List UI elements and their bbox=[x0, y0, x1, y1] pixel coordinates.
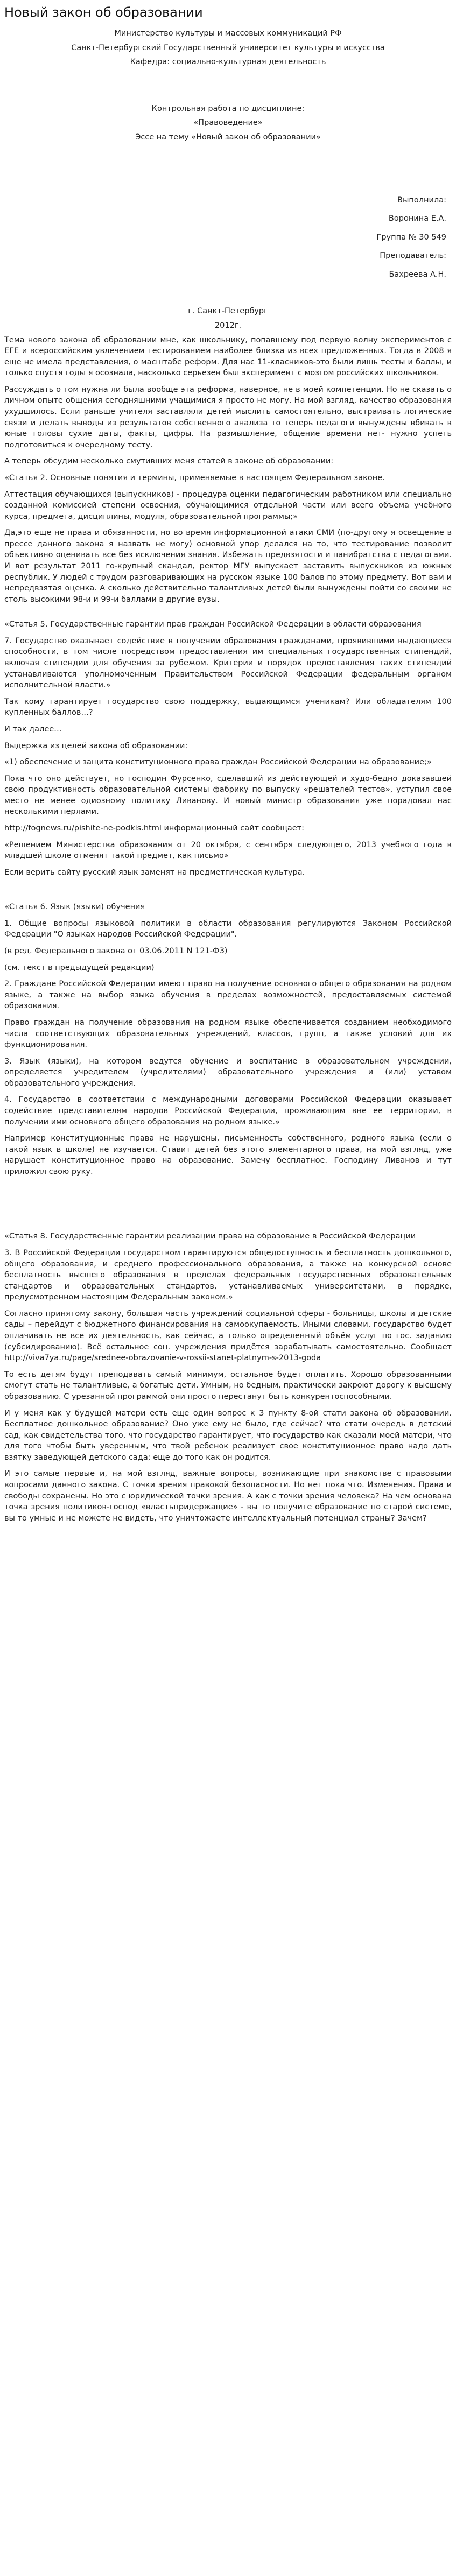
teacher-name: Бахреева А.Н. bbox=[389, 270, 446, 279]
year: 2012г. bbox=[214, 321, 242, 330]
performed-label: Выполнила: bbox=[397, 195, 446, 205]
paragraph: Рассуждать о том нужна ли была вообще эта реформа, наверное, не в моей компетенции. Но не сказать о личном опыте общения сегодняшними учащимися я просто не могу. На мой взгляд, качество образования ухудшилось. Если раньше учителя заставляли детей мыслить самостоятельно, выстраивать логические связи и делать выводы из результатов собственного анализа то теперь педагоги вынуждены вбивать в юные головы сухие даты, факты, цифры. На размышление, общение времени нет- нужно успеть подготовиться к очередному тесту. bbox=[4, 385, 452, 449]
paragraph: Так кому гарантирует государство свою поддержку, выдающимся ученикам? Или обладателям 100 купленных баллов…? bbox=[4, 697, 452, 717]
paragraph: Если верить сайту русский язык заменят на предметгическая культура. bbox=[4, 868, 305, 877]
quote-paragraph: 4. Государство в соответствии с международными договорами Российской Федерации оказывает содействие представителям народов Российской Федерации, проживающим вне ее территории, в получении ими основного общего образования на родном языке.» bbox=[4, 1095, 452, 1127]
paragraph: А теперь обсудим несколько смутивших меня статей в законе об образовании: bbox=[4, 457, 334, 466]
paragraph: То есть детям будут преподавать самый минимум, остальное будет оплатить. Хорошо образованными смогут стать не талантливые, а богатые дети. Умным, но бедным, практически закроют дорогу к высшему образованию. С урезанной программой они просто перестанут быть конкурентоспособными. bbox=[4, 1370, 452, 1401]
author-name: Воронина Е.А. bbox=[388, 214, 446, 223]
department-line: Кафедра: социально-культурная деятельность bbox=[130, 58, 326, 67]
title-page-header bbox=[4, 28, 452, 68]
essay-body bbox=[4, 335, 452, 1524]
ministry-line: Министерство культуры и массовых коммуникаций РФ bbox=[114, 29, 342, 38]
quote-paragraph: 3. Язык (языки), на котором ведутся обучение и воспитание в образовательном учреждении, определяется учредителем (учредителями) образовательного учреждения и (или) уставом образовательного учреждения. bbox=[4, 1057, 452, 1088]
paragraph: И так далее… bbox=[4, 724, 62, 734]
paragraph: Да,это еще не права и обязанности, но во время информационной атаки СМИ (по-другому я освещение в прессе данного закона я назвать не могу) основной упор делался на то, что тестирование позволит объективно оценивать все без исключения знания. Избежать предвзятости и панибратства с педагогами. И вот результат 2011 го-крупный скандал, ректор МГУ выпускает заставить выпускников из южных республик. У людей с трудом разговаривающих на русском языке 100 балов по этому предмету. Вот вам и непредвзятая оценка. А сколько действительно талантливых детей были вынуждены пойти со своими не столь высокими 98-и и 99-и баллами в другие вузы. bbox=[4, 529, 452, 604]
paragraph: Пока что оно действует, но господин Фурсенко, сделавший из действующей и худо-бедно доказавшей свою продуктивность образовательной системы фабрику по выпуску «решателей тестов», уступил свое место не менее одиозному политику Ливанову. И новый министр образования уже порадовал нас несколькими перлами. bbox=[4, 774, 452, 817]
quote-paragraph: «Статья 5. Государственные гарантии прав граждан Российской Федерации в области образования bbox=[4, 620, 422, 629]
paragraph: Например конституционные права не нарушены, письменность собственного, родного языка (если о такой язык в школе) не изучается. Ставит детей без этого элементарного права, на мой взгляд, уже нарушает конституционное право на образование. Замечу бесплатное. Господину Ливанов и тут приложил свою руку. bbox=[4, 1134, 452, 1176]
quote-paragraph: «1) обеспечение и защита конституционного права граждан Российской Федерации на образование;» bbox=[4, 758, 432, 767]
teacher-label: Преподаватель: bbox=[380, 251, 446, 261]
author-block bbox=[4, 195, 452, 280]
quote-paragraph: «Статья 8. Государственные гарантии реализации права на образование в Российской Федерации bbox=[4, 1232, 416, 1241]
city: г. Санкт-Петербург bbox=[188, 307, 268, 316]
work-type: Контрольная работа по дисциплине: bbox=[151, 104, 305, 113]
paragraph: Выдержка из целей закона об образовании: bbox=[4, 741, 188, 750]
paragraph: И у меня как у будущей матери есть еще один вопрос к 3 пункту 8-ой стати закона об образовании. Бесплатное дошкольное образование? Оно уже ему не было, где сейчас? что стати очередь в детский сад, как свидетельства того, что государство гарантирует, что государство как сказали моей матери, что для того чтобы быть уверенным, что твой ребенок реализует свое конституционное право надо дать взятку заведующей детского сада; еще до того как он родится. bbox=[4, 1409, 452, 1462]
work-info bbox=[4, 103, 452, 143]
quote-paragraph: «Решением Министерства образования от 20 октября, с сентября следующего, 2013 учебного года в младшей школе отменят такой предмет, как письмо» bbox=[4, 840, 452, 861]
quote-paragraph: (в ред. Федерального закона от 03.06.2011 N 121-ФЗ) bbox=[4, 947, 228, 956]
place-year bbox=[4, 306, 452, 331]
work-subject: «Правоведение» bbox=[193, 118, 263, 128]
paragraph: Тема нового закона об образовании мне, как школьнику, попавшему под первую волну экспериментов с ЕГЕ и всероссийским увлечением тестированием наиболее близка из всех предложенных. Тогда в 2008 я еще не имела представления, о масштабе реформ. Для нас 11-класников-это были лишь тесты и баллы, и только спустя годы я осознала, насколько серьезен был эксперимент с мозгом российских школьников. bbox=[4, 335, 452, 378]
quote-paragraph: «Статья 6. Язык (языки) обучения bbox=[4, 903, 145, 912]
quote-paragraph: Аттестация обучающихся (выпускников) - процедура оценки педагогическим работником или специально созданной комиссией степени освоения, обучающимися отдельной части или всего объема учебного курса, предмета, дисциплины, модуля, образовательной программы;» bbox=[4, 490, 452, 521]
quote-paragraph: 7. Государство оказывает содействие в получении образования гражданами, проявившими выдающиеся способности, в том числе посредством предоставления им специальных государственных стипендий, включая стипендии для обучения за рубежом. Критерии и порядок предоставления таких стипендий устанавливаются уполномоченным Правительством Российской Федерации федеральным органом исполнительной власти.» bbox=[4, 636, 452, 690]
paragraph: И это самые первые и, на мой взгляд, важные вопросы, возникающие при знакомстве с правовыми вопросами данного закона. С точки зрения правовой безопасности. Но нет пока что. Изменения. Права и свободы сохранены. Но это с юридической точки зрения. А как с точки зрения человека? На чем основана точка зрения политиков-господ «властьпридержащие» - вы то получите образование по старой системе, вы то умные и не можете не видеть, что уничтожаете интеллектуальный потенциал страны? Зачем? bbox=[4, 1469, 452, 1523]
quote-paragraph: 3. В Российской Федерации государством гарантируются общедоступность и бесплатность дошкольного, общего образования, и среднего профессионального образования, а также на конкурсной основе бесплатность высшего образования в пределах федеральных государственных образовательных стандартов и образовательных стандартов, устанавливаемых университетами, в порядке, предусмотренном настоящим Федеральным законом.» bbox=[4, 1249, 452, 1302]
quote-paragraph: Право граждан на получение образования на родном языке обеспечивается созданием необходимого числа соответствующих образовательных учреждений, классов, групп, а также условий для их функционирования. bbox=[4, 1018, 452, 1050]
quote-paragraph: «Статья 2. Основные понятия и термины, применяемые в настоящем Федеральном законе. bbox=[4, 473, 385, 482]
quote-paragraph: 2. Граждане Российской Федерации имеют право на получение основного общего образования на родном языке, а также на выбор языка обучения в пределах возможностей, предоставляемых системой образования. bbox=[4, 980, 452, 1011]
paragraph: Согласно принятому закону, большая часть учреждений социальной сферы - больницы, школы и детские сады – перейдут с бюджетного финансирования на самоокупаемость. Иными словами, государство будет оплачивать не все их деятельность, как сейчас, а только определенный объём услуг по гос. заданию (субсидированию). Всё остальное соц. учреждения придётся зарабатывать самостоятельно. Сообщает http://viva7ya.ru/page/srednee-obrazovanie-v-rossii-stanet-platnym-s-2013-goda bbox=[4, 1309, 452, 1363]
university-line: Санкт-Петербургский Государственный университет культуры и искусства bbox=[71, 43, 385, 52]
page-title: Новый закон об образовании bbox=[4, 5, 203, 20]
quote-paragraph: (см. текст в предыдущей редакции) bbox=[4, 963, 155, 972]
essay-topic: Эссе на тему «Новый закон об образовании» bbox=[135, 132, 321, 142]
quote-paragraph: 1. Общие вопросы языковой политики в области образования регулируются Законом Российской Федерации "О языках народов Российской Федерации". bbox=[4, 919, 452, 939]
source-link[interactable]: http://fognews.ru/pishite-ne-podkis.html информационный сайт сообщает: bbox=[4, 824, 305, 833]
group-number: Группа № 30 549 bbox=[376, 233, 446, 242]
